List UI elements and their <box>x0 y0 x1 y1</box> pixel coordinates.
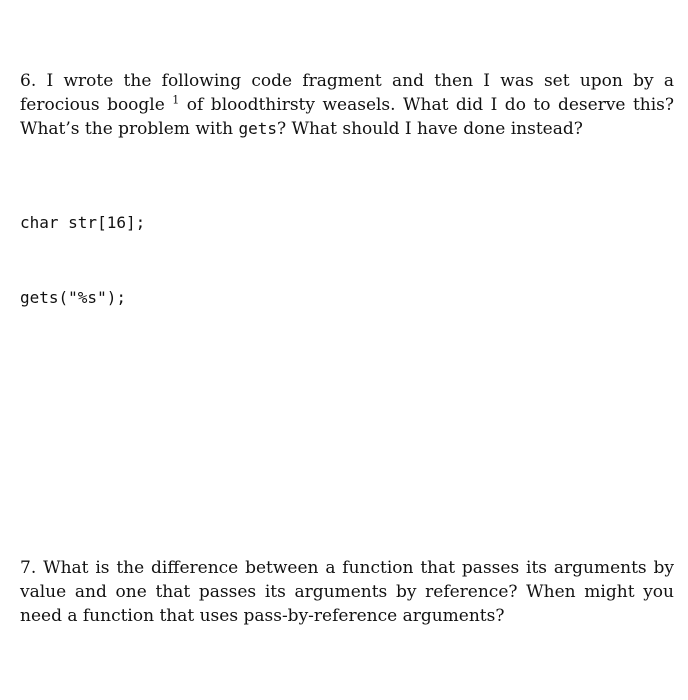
question-number: 6. <box>20 71 37 91</box>
question-text: What is the difference between a function that passes its arguments by value and one that passes its arguments by reference? When might you need a function that uses pass-by-reference arguments? <box>20 558 674 626</box>
question-text: of bloodthirsty weasels. What did I do to deserve this? What’s the problem with <box>20 95 675 139</box>
question-number: 7. <box>20 558 37 578</box>
inline-code-gets: gets <box>238 119 278 138</box>
question-text: I wrote the following code fragment and then I was set upon by a ferocious boogle <box>20 71 674 115</box>
question-6 <box>20 69 674 141</box>
footnote-marker: 1 <box>172 93 180 107</box>
question-7 <box>20 556 674 628</box>
question-text: ? What should I have done instead? <box>277 119 583 139</box>
code-block <box>20 160 145 335</box>
code-line: gets("%s"); <box>20 288 126 307</box>
code-line: char str[16]; <box>20 213 146 232</box>
